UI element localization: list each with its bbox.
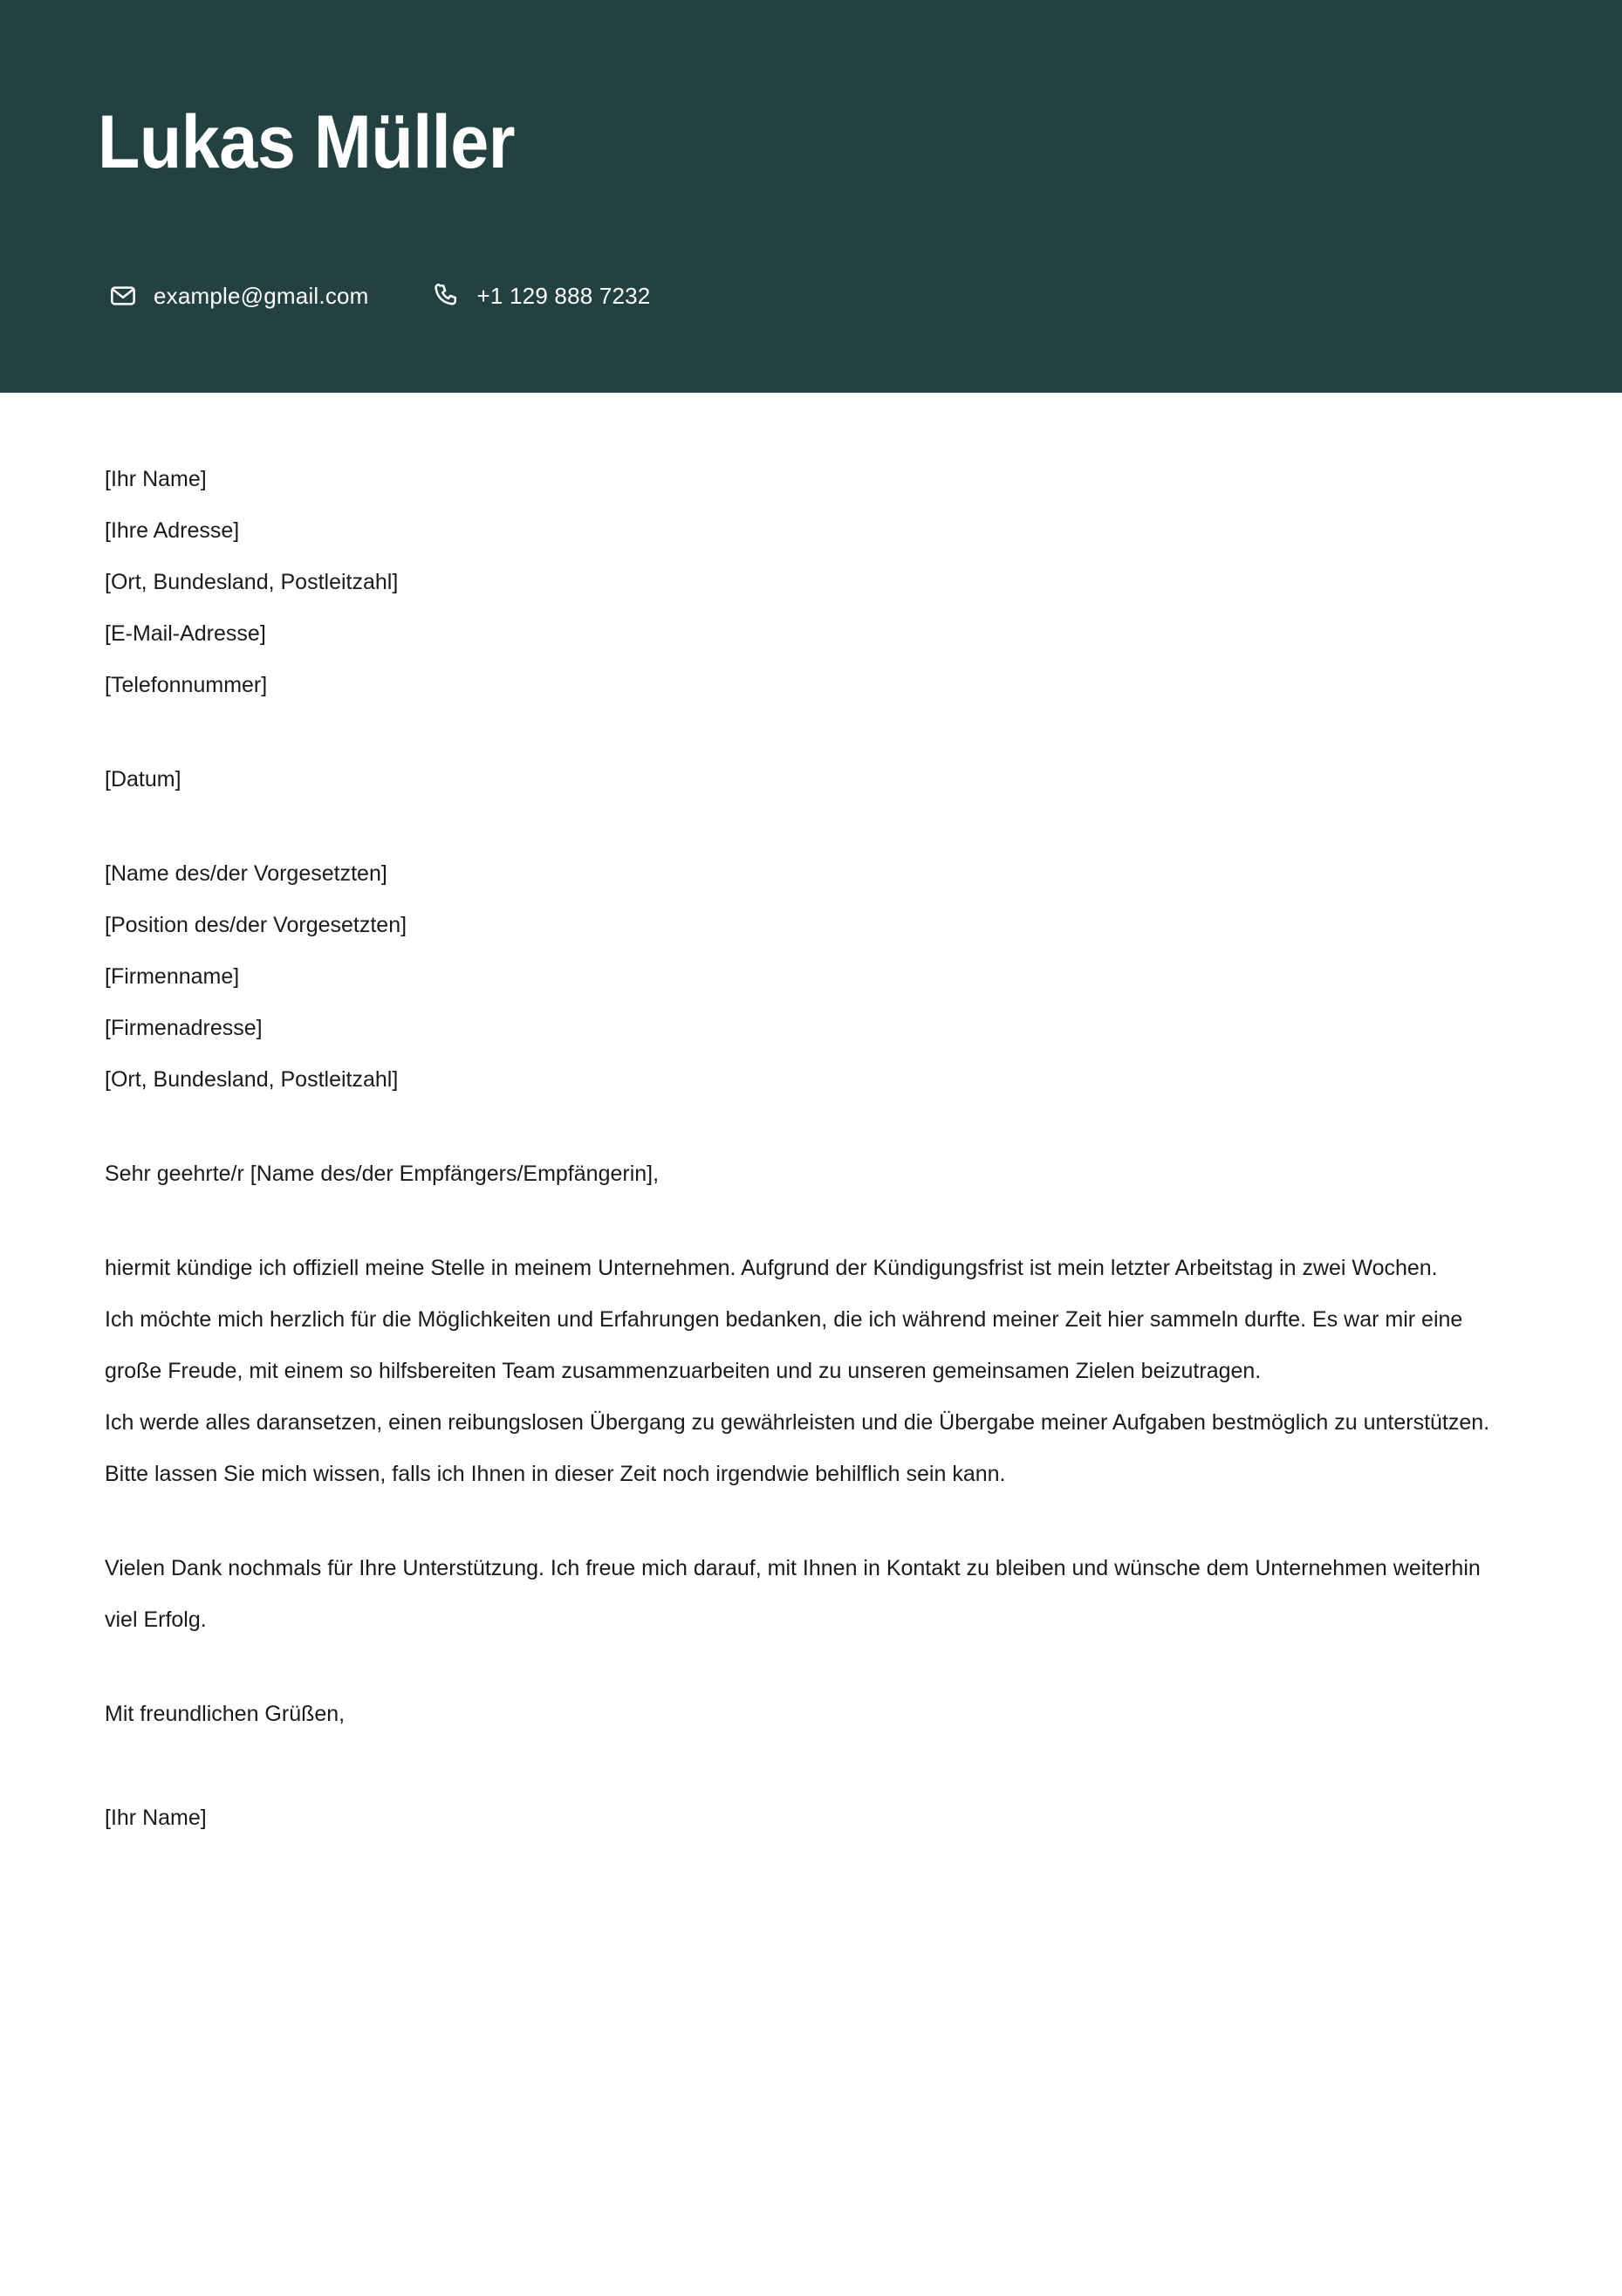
contact-row: [108, 281, 650, 311]
letterhead-banner: [0, 0, 1622, 393]
contact-email: [108, 281, 369, 311]
sender-line: [Telefonnummer]: [105, 673, 268, 697]
contact-email-value: example@gmail.com: [154, 283, 369, 309]
spacer: [105, 1500, 1514, 1543]
recipient-line: [Firmenname]: [105, 964, 240, 989]
page-title: Lukas Müller: [98, 100, 516, 184]
date-line: [Datum]: [105, 767, 181, 792]
recipient-line: [Position des/der Vorgesetzten]: [105, 913, 407, 937]
contact-phone-value: +1 129 888 7232: [476, 283, 651, 309]
recipient-line: [Firmenadresse]: [105, 1016, 263, 1040]
signature-line: [Ihr Name]: [105, 1806, 207, 1830]
spacer: [105, 1740, 1514, 1792]
salutation: Sehr geehrte/r [Name des/der Empfängers/Empfängerin],: [105, 1162, 660, 1186]
spacer: [105, 1106, 1514, 1148]
recipient-line: [Name des/der Vorgesetzten]: [105, 861, 387, 886]
closing-paragraph: Vielen Dank nochmals für Ihre Unterstützung. Ich freue mich darauf, mit Ihnen in Kontakt zu bleiben und wünsche dem Unternehmen weiterhin viel Erfolg.: [105, 1556, 1481, 1632]
sender-line: [E-Mail-Adresse]: [105, 621, 266, 646]
phone-icon: [432, 281, 462, 311]
body-paragraph: Ich werde alles daransetzen, einen reibungslosen Übergang zu gewährleisten und die Übergabe meiner Aufgaben bestmöglich zu unterstützen. Bitte lassen Sie mich wissen, falls ich Ihnen in dieser Zeit noch irgendwie behilflich sein kann.: [105, 1410, 1490, 1486]
sender-line: [Ihr Name]: [105, 467, 207, 491]
recipient-line: [Ort, Bundesland, Postleitzahl]: [105, 1067, 399, 1092]
contact-phone: [432, 281, 651, 311]
recipient-block: [105, 848, 1514, 1106]
sender-line: [Ihre Adresse]: [105, 518, 240, 543]
body-paragraph: hiermit kündige ich offiziell meine Stelle in meinem Unternehmen. Aufgrund der Kündigungsfrist ist mein letzter Arbeitstag in zwei Wochen.: [105, 1256, 1438, 1280]
closing-salutation: Mit freundlichen Grüßen,: [105, 1702, 346, 1726]
sender-block: [105, 454, 1514, 711]
spacer: [105, 711, 1514, 754]
sender-line: [Ort, Bundesland, Postleitzahl]: [105, 570, 399, 594]
envelope-icon: [108, 281, 138, 311]
letter-body: [105, 454, 1514, 1844]
spacer: [105, 805, 1514, 848]
spacer: [105, 1646, 1514, 1689]
spacer: [105, 1200, 1514, 1243]
body-paragraph: Ich möchte mich herzlich für die Möglichkeiten und Erfahrungen bedanken, die ich während meiner Zeit hier sammeln durfte. Es war mir eine große Freude, mit einem so hilfsbereiten Team zusammenzuarbeiten und zu unseren gemeinsamen Zielen beizutragen.: [105, 1307, 1463, 1383]
